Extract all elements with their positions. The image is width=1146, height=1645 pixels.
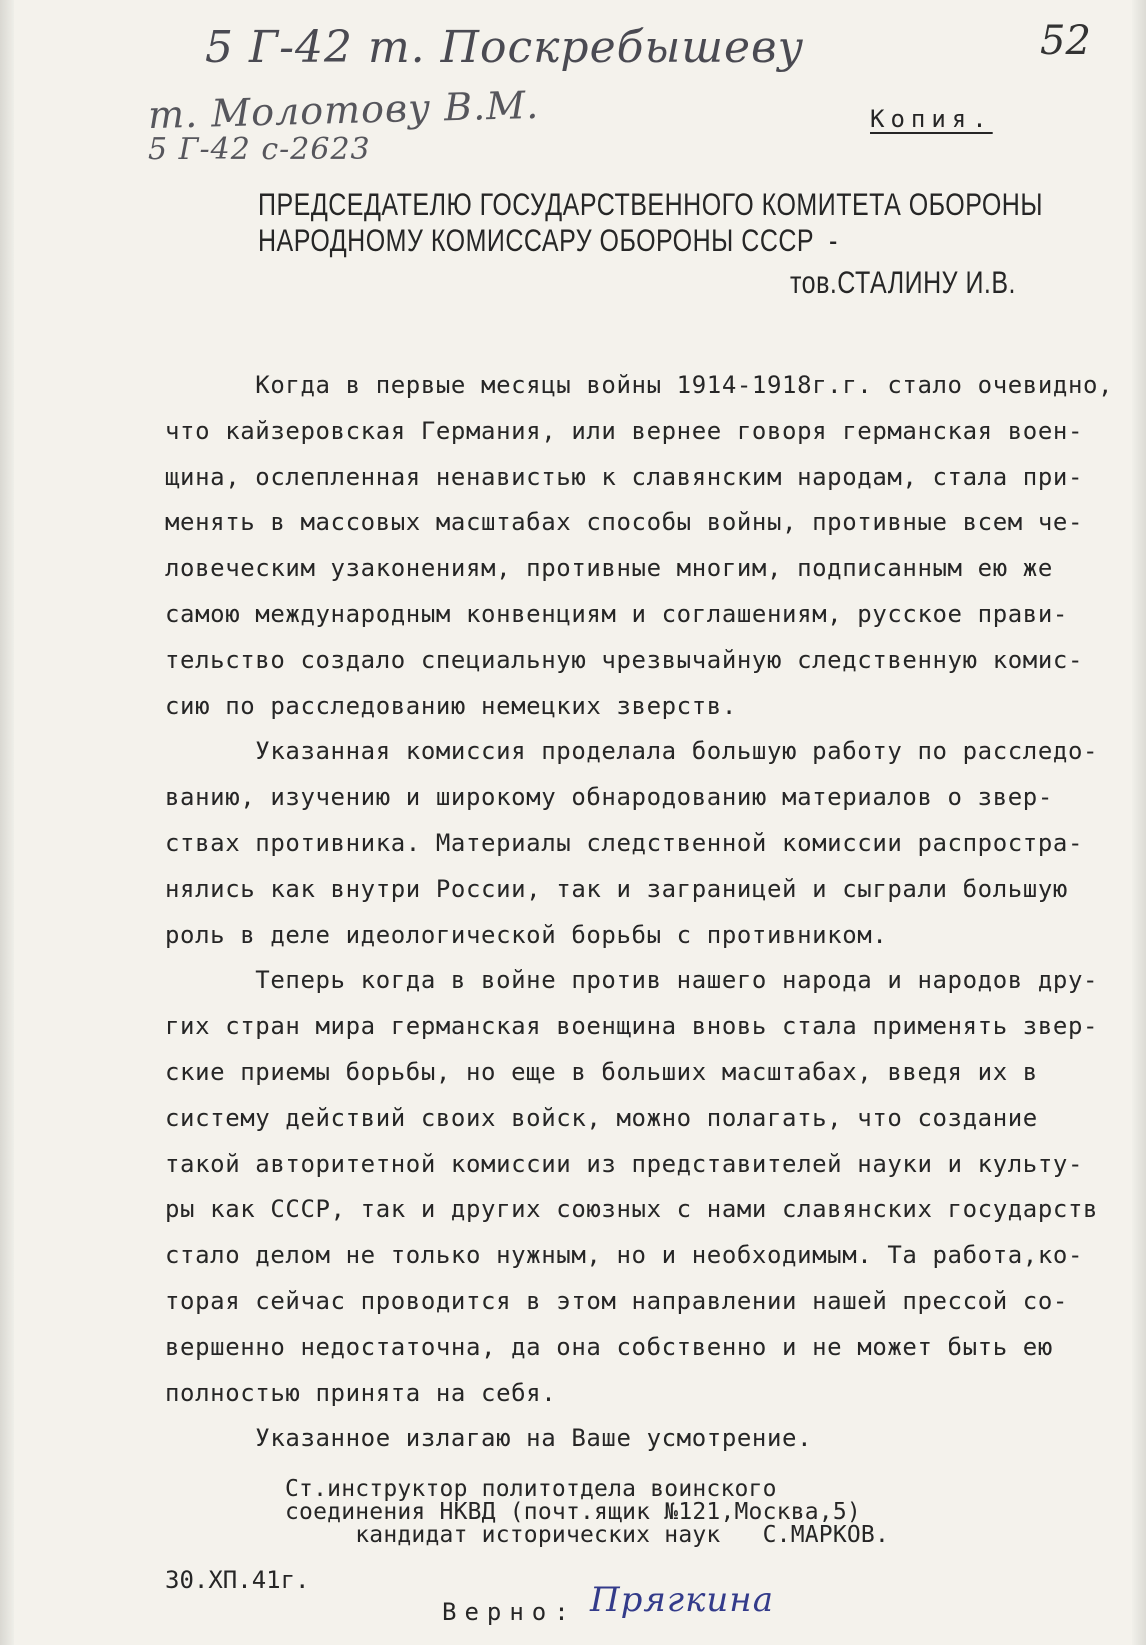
handwritten-signature: Прягкина <box>590 1580 774 1620</box>
body-line: ванию, изучению и широкому обнародованию материалов о звер- <box>165 783 1053 812</box>
copy-label: Копия. <box>870 105 993 133</box>
body-line: менять в массовых масштабах способы войны, противные всем че- <box>165 508 1084 537</box>
addressee-line-2: НАРОДНОМУ КОМИССАРУ ОБОРОНЫ СССР - <box>258 223 838 259</box>
body-line: вершенно недостаточна, да она собственно и не может быть ею <box>165 1332 1053 1361</box>
letter-body <box>165 370 1125 1469</box>
certified-label: Верно: <box>442 1598 577 1626</box>
body-line: ловеческим узаконениям, противные многим, подписанным ею же <box>165 554 1053 583</box>
body-line: торая сейчас проводится в этом направлении нашей прессой со- <box>165 1286 1068 1315</box>
body-line: Указанная комиссия проделала большую работу по расследо- <box>165 737 1099 766</box>
body-line: полностью принята на себя. <box>165 1378 557 1407</box>
body-line: ские приемы борьбы, но еще в больших масштабах, введя их в <box>165 1057 1038 1086</box>
body-line: щина, ослепленная ненавистью к славянским народам, стала при- <box>165 462 1084 491</box>
body-line: ры как СССР, так и других союзных с нами славянских государств <box>165 1195 1099 1224</box>
body-line: нялись как внутри России, так и заграницей и сыграли большую <box>165 874 1068 903</box>
body-line: тельство создало специальную чрезвычайную следственную комис- <box>165 645 1084 674</box>
document-date: 30.XП.41г. <box>165 1566 310 1594</box>
signature-block <box>285 1478 889 1547</box>
body-line: ствах противника. Материалы следственной комиссии распростра- <box>165 828 1084 857</box>
sender-position-line-2: соединения НКВД (почт.ящик №121,Москва,5) <box>285 1499 861 1525</box>
body-line: Когда в первые месяцы войны 1914-1918г.г. стало очевидно, <box>165 371 1114 399</box>
page-number: 52 <box>1040 18 1091 64</box>
addressee-line-1: ПРЕДСЕДАТЕЛЮ ГОСУДАРСТВЕННОГО КОМИТЕТА ОБОРОНЫ <box>258 187 1043 223</box>
addressee-name: тов.СТАЛИНУ И.В. <box>790 265 1016 301</box>
body-line: систему действий своих войск, можно полагать, что создание <box>165 1103 1038 1132</box>
body-line: такой авторитетной комиссии из представителей науки и культу- <box>165 1149 1084 1178</box>
body-line: самою международным конвенциям и соглашениям, русское прави- <box>165 599 1068 628</box>
body-line: Теперь когда в войне против нашего народа и народов дру- <box>165 966 1099 995</box>
body-line-closing: Указанное излагаю на Ваше усмотрение. <box>165 1424 813 1453</box>
body-line: сию по расследованию немецких зверств. <box>165 691 737 720</box>
body-line: что кайзеровская Германия, или вернее говоря германская воен- <box>165 416 1084 445</box>
sender-name-line: кандидат исторических наук С.МАРКОВ. <box>285 1522 890 1548</box>
page-edge-left <box>0 0 14 1645</box>
page-edge-right <box>1132 0 1146 1645</box>
body-line: роль в деле идеологической борьбы с противником. <box>165 920 888 949</box>
handwritten-note-top: 5 Г-42 т. Поскребышеву <box>205 22 805 73</box>
body-line: стало делом не только нужным, но и необходимым. Та работа,ко- <box>165 1241 1084 1270</box>
sender-position-line-1: Ст.инструктор политотдела воинского <box>285 1476 777 1502</box>
handwritten-note-addressee: т. Молотову В.М. <box>147 82 540 138</box>
handwritten-note-registration: 5 Г-42 с-2623 <box>148 132 371 167</box>
body-line: гих стран мира германская военщина вновь стала применять звер- <box>165 1012 1099 1041</box>
